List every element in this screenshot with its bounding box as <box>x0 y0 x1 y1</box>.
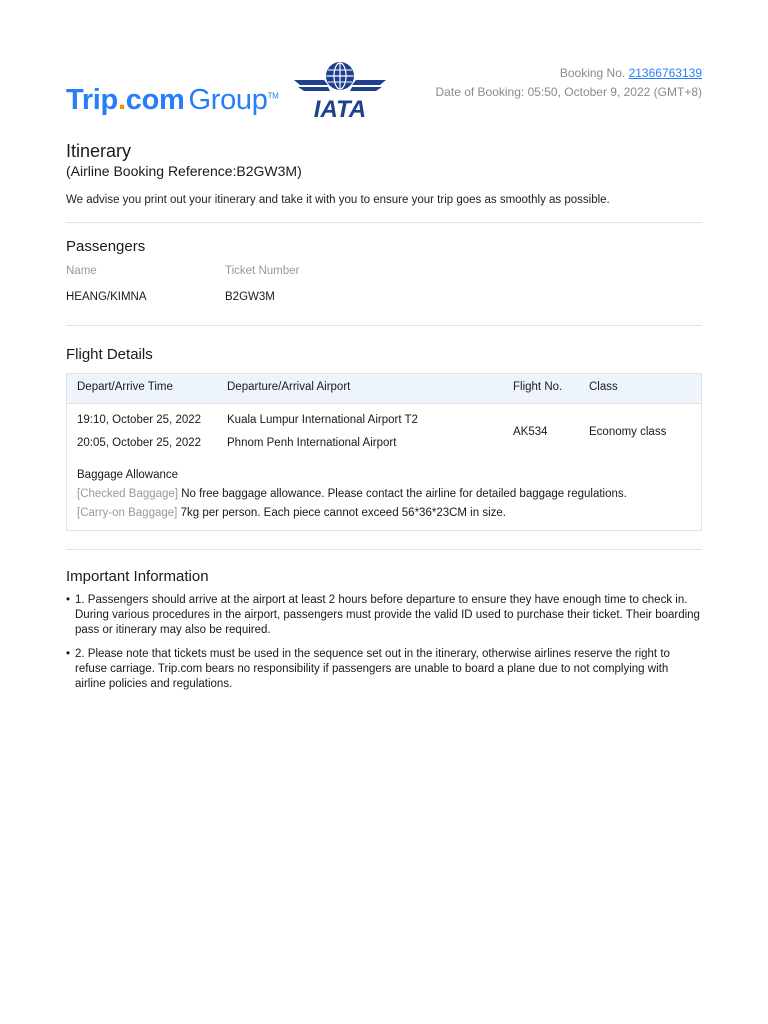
list-item: • 1. Passengers should arrive at the airport at least 2 hours before departure to ensure they have enough time to check in. During various procedures in the airport, passengers must provide the valid ID used to purchase their ticket. Their boarding pass or itinerary may also be required. <box>66 593 702 638</box>
divider <box>66 325 702 326</box>
flight-number: AK534 <box>513 426 548 438</box>
passengers-title: Passengers <box>66 238 146 255</box>
flight-details-title: Flight Details <box>66 346 153 363</box>
divider <box>66 549 702 550</box>
list-item: • 2. Please note that tickets must be used in the sequence set out in the itinerary, otherwise airlines reserve the right to refuse carriage. Trip.com bears no responsibility if passengers are unable to board a plane due to not complying with airline policies and regulations. <box>66 647 702 692</box>
arrival-airport: Phnom Penh International Airport <box>227 437 397 449</box>
flight-table-header <box>67 374 701 404</box>
booking-reference: (Airline Booking Reference:B2GW3M) <box>66 163 302 179</box>
ticket-number: B2GW3M <box>225 291 275 303</box>
flight-no-header: Flight No. <box>513 381 563 393</box>
logo-com: com <box>125 84 185 116</box>
header <box>66 0 702 130</box>
page-title: Itinerary <box>66 141 132 161</box>
baggage-allowance-title: Baggage Allowance <box>77 469 179 481</box>
carry-on-baggage-line <box>77 507 506 519</box>
ticket-number-header: Ticket Number <box>225 265 300 277</box>
important-info-list <box>66 593 702 701</box>
checked-baggage-line <box>77 488 627 500</box>
important-info-title: Important Information <box>66 568 209 585</box>
divider <box>66 222 702 223</box>
passenger-name: HEANG/KIMNA <box>66 291 147 303</box>
time-header: Depart/Arrive Time <box>77 381 173 393</box>
advice-text: We advise you print out your itinerary and take it with you to ensure your trip goes as smoothly as possible. <box>66 194 610 206</box>
date-of-booking: Date of Booking: 05:50, October 9, 2022 (GMT+8) <box>435 85 702 99</box>
logo-trip: Trip <box>66 84 118 116</box>
airport-header: Departure/Arrival Airport <box>227 381 351 393</box>
itinerary-document <box>66 0 702 690</box>
depart-time: 19:10, October 25, 2022 <box>77 414 202 426</box>
booking-number-line <box>436 64 702 83</box>
carry-on-baggage-text: 7kg per person. Each piece cannot exceed 56*36*23CM in size. <box>180 507 506 519</box>
booking-meta <box>436 64 702 102</box>
departure-airport: Kuala Lumpur International Airport T2 <box>227 414 418 426</box>
class-header: Class <box>589 381 618 393</box>
checked-baggage-label: [Checked Baggage] <box>77 488 179 500</box>
name-header: Name <box>66 265 97 277</box>
iata-logo-text: IATA <box>313 96 367 120</box>
arrive-time: 20:05, October 25, 2022 <box>77 437 202 449</box>
logo-group: Group <box>188 84 268 116</box>
booking-no-label: Booking No. <box>559 66 626 80</box>
logo-dot: . <box>117 84 126 116</box>
trip-com-group-logo <box>66 84 279 117</box>
cabin-class: Economy class <box>589 426 667 438</box>
flight-details-table <box>66 373 702 531</box>
iata-logo-icon <box>292 60 388 120</box>
booking-number-link[interactable]: 21366763139 <box>628 66 702 80</box>
carry-on-baggage-label: [Carry-on Baggage] <box>77 507 178 519</box>
logo-tm: TM <box>267 91 279 101</box>
checked-baggage-text: No free baggage allowance. Please contact the airline for detailed baggage regulations. <box>181 488 627 500</box>
